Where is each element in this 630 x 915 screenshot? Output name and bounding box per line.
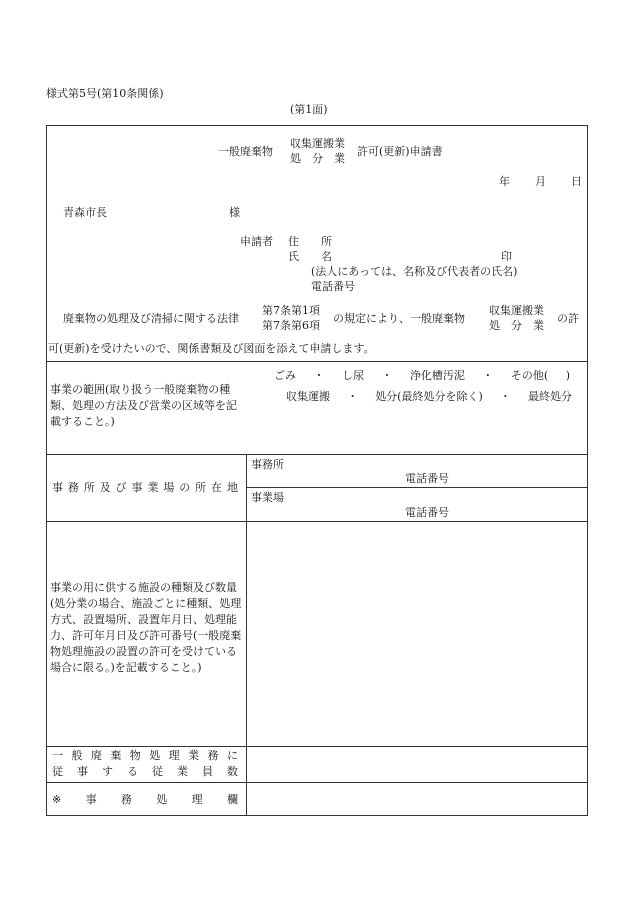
applicant-note: (法人にあっては、名称及び代表者の氏名) — [311, 265, 518, 278]
employees-label-char: 従 — [52, 765, 63, 778]
office-use-label-char: 務 — [120, 793, 132, 806]
employees-label-char: 理 — [168, 749, 180, 762]
title-prefix: 一般廃棄物 — [218, 145, 273, 158]
employees-label-char: 一 — [52, 749, 63, 762]
location-label-char: び — [115, 481, 127, 494]
location-label-char: 地 — [226, 481, 238, 494]
applicant-phone-label: 電話番号 — [311, 280, 355, 293]
addressee-honorific: 様 — [229, 206, 240, 219]
office-use-label-char: ※ — [52, 793, 62, 806]
employees-label-char: 物 — [129, 749, 141, 762]
employees-label-char: 事 — [77, 765, 88, 778]
declaration-option-disposal: 処 分 業 — [489, 319, 544, 332]
application-form — [46, 125, 588, 816]
row-divider-office-site — [246, 487, 588, 488]
page-label: (第1面) — [290, 103, 328, 116]
declaration-article-2: 第7条第6項 — [262, 319, 320, 332]
employees-label-char: 処 — [149, 749, 161, 762]
waste-type-other: その他( — [510, 369, 549, 382]
employees-label-char: 員 — [202, 765, 213, 778]
waste-type-garbage: ごみ — [274, 369, 296, 382]
applicant-name-label: 氏 名 — [288, 250, 332, 263]
date-month: 月 — [535, 175, 546, 188]
office-use-label — [52, 794, 238, 805]
employees-label-char: 従 — [152, 765, 163, 778]
office-use-label-char: 事 — [85, 793, 97, 806]
location-label-char: 及 — [99, 481, 111, 494]
separator-dot: ・ — [347, 390, 359, 403]
site-phone-label: 電話番号 — [405, 506, 449, 519]
office-use-label-char: 欄 — [226, 793, 238, 806]
employees-label-char: 棄 — [110, 749, 122, 762]
location-label — [52, 482, 238, 493]
employees-label-char: 業 — [177, 765, 188, 778]
method-disposal: 処分(最終処分を除く) — [375, 390, 483, 403]
row-divider-scope — [46, 361, 588, 362]
location-label-char: 務 — [67, 481, 79, 494]
waste-type-septic-sludge: 浄化槽汚泥 — [409, 369, 465, 382]
date-day: 日 — [571, 175, 582, 188]
office-label: 事務所 — [251, 458, 284, 471]
date-year: 年 — [499, 175, 510, 188]
declaration-law: 廃棄物の処理及び清掃に関する法律 — [63, 312, 239, 325]
employees-label-char: 般 — [71, 749, 83, 762]
location-label-char: の — [179, 481, 191, 494]
row-divider-location — [46, 454, 588, 455]
office-use-label-char: 理 — [191, 793, 203, 806]
scope-methods — [286, 391, 572, 402]
location-label-char: 場 — [163, 481, 175, 494]
title-suffix: 許可(更新)申請書 — [357, 145, 443, 158]
employees-label-char: る — [127, 765, 138, 778]
location-label-char: 業 — [147, 481, 159, 494]
separator-dot: ・ — [381, 369, 393, 382]
row-divider-employees — [46, 746, 588, 747]
employees-label-char: 廃 — [90, 749, 102, 762]
row-divider-office-use — [46, 782, 588, 783]
location-label-char: 所 — [195, 481, 207, 494]
location-label-char: 所 — [83, 481, 95, 494]
declaration-option-collection: 収集運搬業 — [489, 304, 544, 317]
form-number: 様式第5号(第10条関係) — [46, 87, 164, 100]
applicant-label: 申請者 — [240, 235, 273, 248]
separator-dot: ・ — [313, 369, 325, 382]
location-label-char: 事 — [52, 481, 63, 494]
waste-type-other-close: ) — [565, 369, 570, 382]
column-divider — [246, 454, 247, 816]
office-use-label-char: 処 — [156, 793, 168, 806]
scope-waste-types — [274, 370, 570, 381]
method-final-disposal: 最終処分 — [527, 390, 572, 403]
method-collection: 収集運搬 — [286, 390, 330, 403]
facilities-label: 事業の用に供する施設の種類及び数量(処分業の場合、施設ごとに種類、処理方式、設置場所、設置年月日、処理能力、許可年月日及び許可番号(一般廃棄物処理施設の設置の許可を受けている場合に限る。)を記載すること。) — [50, 581, 242, 674]
declaration-article-1: 第7条第1項 — [262, 304, 320, 317]
scope-label: 事業の範囲(取り扱う一般廃棄物の種類、処理の方法及び営業の区域等を記載すること。) — [50, 383, 237, 428]
seal-mark: 印 — [501, 250, 512, 263]
employees-label-char: 業 — [188, 749, 200, 762]
row-divider-facilities — [46, 521, 588, 522]
addressee-name: 青森市長 — [63, 206, 107, 219]
employees-label-char: す — [102, 765, 113, 778]
declaration-end: の許 — [557, 312, 579, 325]
location-label-char: 在 — [211, 481, 223, 494]
title-option-disposal: 処 分 業 — [290, 152, 345, 165]
employees-label-char: に — [226, 749, 238, 762]
separator-dot: ・ — [482, 369, 494, 382]
employees-label-char: 数 — [227, 765, 238, 778]
waste-type-night-soil: し尿 — [341, 369, 364, 382]
declaration-line-2: 可(更新)を受けたいので、関係書類及び図面を添えて申請します。 — [48, 342, 375, 355]
site-label: 事業場 — [251, 491, 284, 504]
title-option-collection: 収集運搬業 — [290, 137, 345, 150]
employees-label-line-1 — [52, 750, 238, 761]
location-label-char: 事 — [131, 481, 143, 494]
employees-label-char: 務 — [207, 749, 219, 762]
declaration-middle: の規定により、一般廃棄物 — [333, 312, 465, 325]
applicant-address-label: 住 所 — [288, 235, 332, 248]
employees-label-line-2 — [52, 766, 238, 777]
office-phone-label: 電話番号 — [405, 472, 449, 485]
separator-dot: ・ — [499, 390, 511, 403]
